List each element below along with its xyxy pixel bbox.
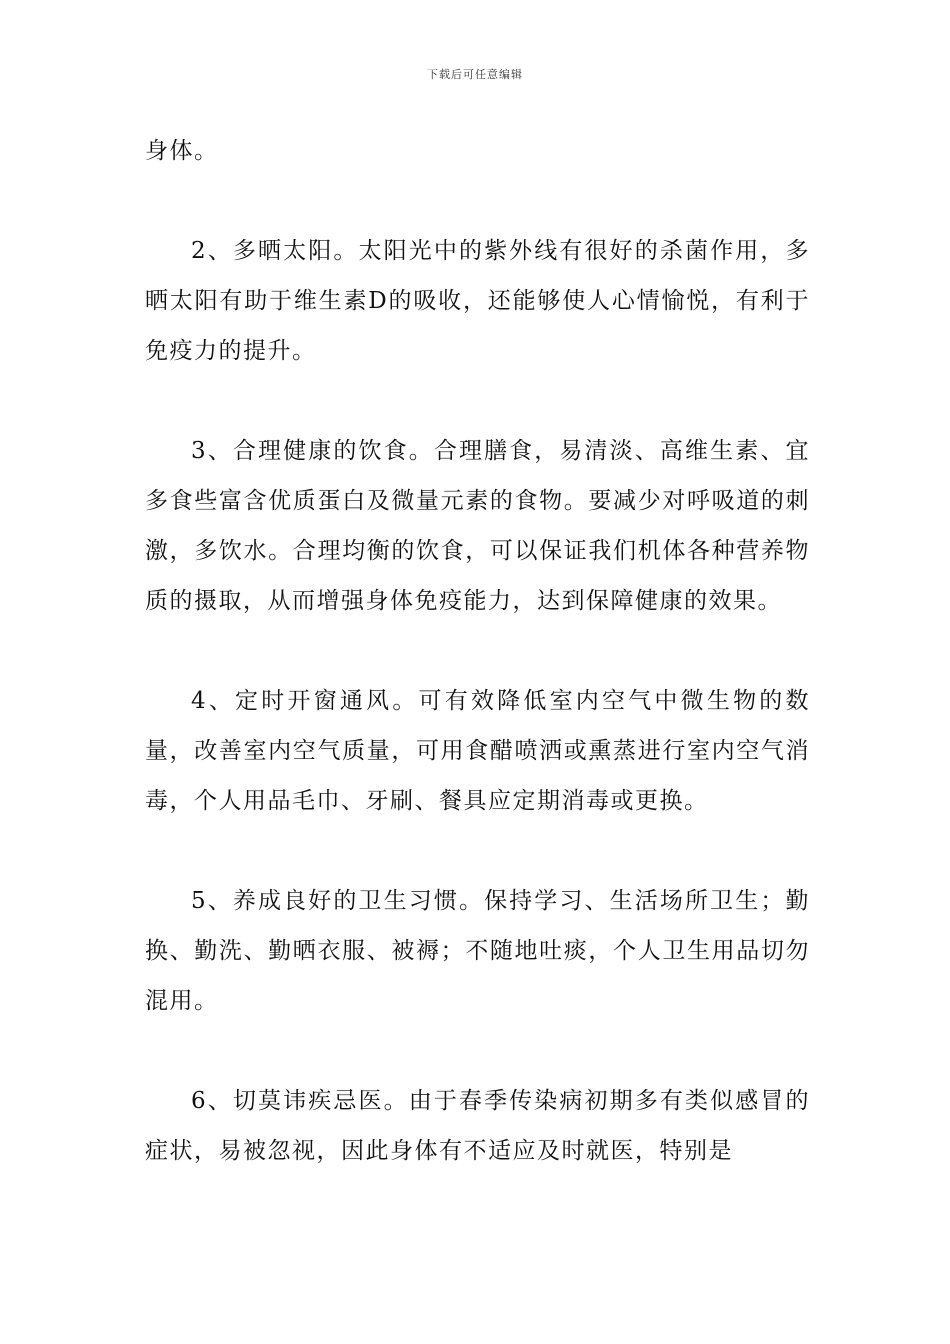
paragraph-item-4: 4、定时开窗通风。可有效降低室内空气中微生物的数量，改善室内空气质量，可用食醋喷洒或熏蒸进行室内空气消毒，个人用品毛巾、牙刷、餐具应定期消毒或更换。 [145,688,810,814]
paragraph-item-2: 2、多晒太阳。太阳光中的紫外线有很好的杀菌作用，多晒太阳有助于维生素D的吸收，还能够使人心情愉悦，有利于免疫力的提升。 [145,238,810,364]
paragraph-item-6: 6、切莫讳疾忌医。由于春季传染病初期多有类似感冒的症状，易被忽视，因此身体有不适应及时就医，特别是 [145,1088,810,1164]
page-header-note: 下载后可任意编辑 [427,68,523,81]
paragraph-item-3: 3、合理健康的饮食。合理膳食，易清淡、高维生素、宜多食些富含优质蛋白及微量元素的食物。要减少对呼吸道的刺激，多饮水。合理均衡的饮食，可以保证我们机体各种营养物质的摄取，从而增强身体免疫能力，达到保障健康的效果。 [145,438,810,614]
paragraph-item-5: 5、养成良好的卫生习惯。保持学习、生活场所卫生；勤换、勤洗、勤晒衣服、被褥；不随地吐痰，个人卫生用品切勿混用。 [145,888,810,1014]
document-body [145,126,810,1176]
paragraph-continuation: 身体。 [145,138,219,164]
